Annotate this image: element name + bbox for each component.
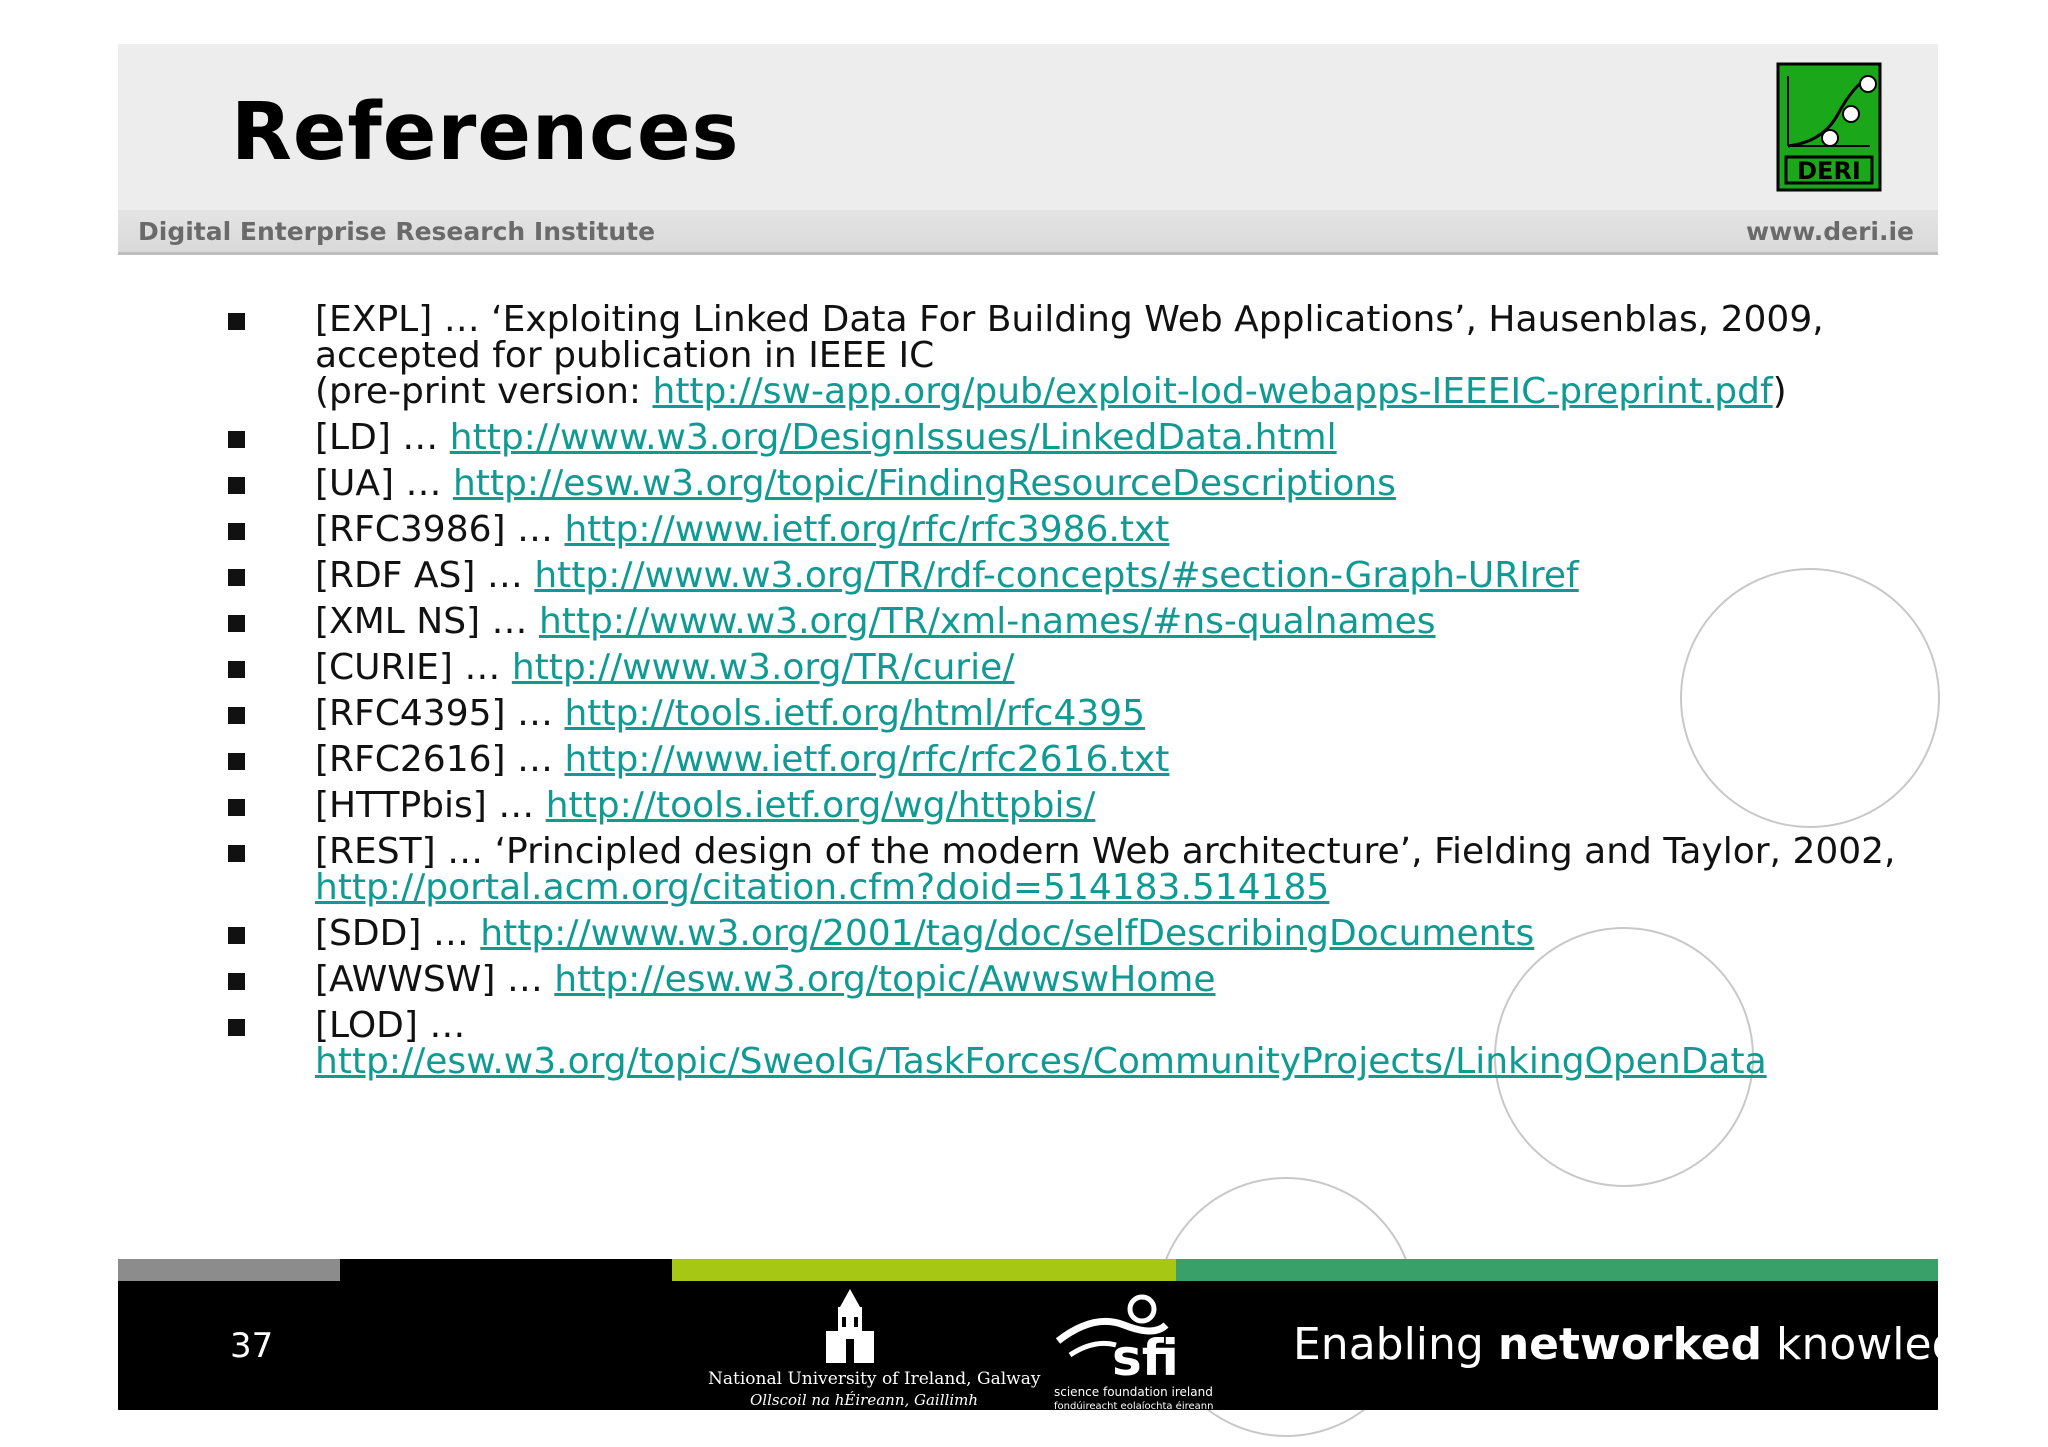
- square-bullet-icon: [228, 661, 245, 678]
- reference-item: [228, 959, 1928, 1000]
- reference-link[interactable]: http://www.w3.org/DesignIssues/LinkedData.html: [449, 417, 1337, 458]
- square-bullet-icon: [228, 1019, 245, 1036]
- reference-label: [XML NS] …: [315, 601, 539, 642]
- reference-item: [228, 785, 1928, 826]
- sfi-logo: [1054, 1291, 1224, 1410]
- square-bullet-icon: [228, 569, 245, 586]
- footer-stripe-lime: [672, 1259, 1176, 1281]
- reference-link[interactable]: http://www.ietf.org/rfc/rfc3986.txt: [564, 509, 1170, 550]
- sfi-logo-text: sfi: [1112, 1329, 1179, 1387]
- reference-item: [228, 913, 1928, 954]
- reference-item: [228, 831, 1928, 908]
- university-name-irish: Ollscoil na hÉireann, Gaillimh: [750, 1391, 979, 1409]
- square-bullet-icon: [228, 927, 245, 944]
- reference-item: [228, 555, 1928, 596]
- sfi-name-irish: fondúireacht eolaíochta éireann: [1054, 1401, 1214, 1412]
- university-crest-icon: [820, 1287, 880, 1369]
- tagline-bold: networked: [1497, 1319, 1763, 1370]
- reference-item: [228, 417, 1928, 458]
- square-bullet-icon: [228, 615, 245, 632]
- reference-link[interactable]: http://www.w3.org/TR/rdf-concepts/#section-Graph-URIref: [534, 555, 1579, 596]
- reference-label: [HTTPbis] …: [315, 785, 546, 826]
- reference-label: [RDF AS] …: [315, 555, 535, 596]
- institute-name: Digital Enterprise Research Institute: [138, 217, 656, 246]
- reference-item: [228, 1005, 1928, 1082]
- footer-stripe-gray: [118, 1259, 340, 1281]
- reference-link[interactable]: http://www.w3.org/2001/tag/doc/selfDescribingDocuments: [480, 913, 1535, 954]
- page-number: 37: [230, 1326, 274, 1366]
- reference-label: [AWWSW] …: [315, 959, 555, 1000]
- square-bullet-icon: [228, 523, 245, 540]
- slide-header: [118, 44, 1938, 210]
- deri-logo: [1778, 64, 1880, 190]
- reference-label: [REST] … ‘Principled design of the modern Web architecture’, Fielding and Taylor, 2002,: [315, 831, 1896, 872]
- tagline-start: Enabling: [1293, 1319, 1498, 1370]
- university-name: National University of Ireland, Galway: [708, 1369, 1041, 1389]
- sfi-swoosh-icon: [1054, 1291, 1224, 1387]
- reference-label: [RFC4395] …: [315, 693, 565, 734]
- reference-link[interactable]: http://esw.w3.org/topic/AwwswHome: [554, 959, 1216, 1000]
- sfi-name: science foundation ireland: [1054, 1385, 1213, 1399]
- reference-label: [EXPL] … ‘Exploiting Linked Data For Building Web Applications’, Hausenblas, 2009, accepted for publication in IEEE IC: [315, 299, 1824, 376]
- reference-link[interactable]: http://www.ietf.org/rfc/rfc2616.txt: [564, 739, 1170, 780]
- reference-link[interactable]: http://esw.w3.org/topic/FindingResourceDescriptions: [452, 463, 1396, 504]
- nui-galway-logo: [708, 1281, 1041, 1410]
- square-bullet-icon: [228, 431, 245, 448]
- institute-bar: [118, 210, 1938, 255]
- reference-item: [228, 299, 1928, 412]
- reference-label: [LD] …: [315, 417, 450, 458]
- slide-footer: [118, 1281, 2029, 1412]
- reference-item: [228, 509, 1928, 550]
- square-bullet-icon: [228, 753, 245, 770]
- reference-link[interactable]: http://sw-app.org/pub/exploit-lod-webapps-IEEEIC-preprint.pdf: [652, 371, 1773, 412]
- reference-link[interactable]: http://tools.ietf.org/html/rfc4395: [564, 693, 1146, 734]
- tagline: [1293, 1319, 2029, 1370]
- square-bullet-icon: [228, 477, 245, 494]
- reference-item: [228, 739, 1928, 780]
- tagline-end: knowledge.: [1762, 1319, 2029, 1370]
- reference-label: [CURIE] …: [315, 647, 512, 688]
- square-bullet-icon: [228, 973, 245, 990]
- reference-list: [228, 299, 1928, 1090]
- square-bullet-icon: [228, 707, 245, 724]
- square-bullet-icon: [228, 845, 245, 862]
- reference-item: [228, 463, 1928, 504]
- reference-label: [LOD] …: [315, 1005, 466, 1046]
- reference-item: [228, 647, 1928, 688]
- reference-closing: ): [1772, 371, 1787, 412]
- reference-label: [RFC2616] …: [315, 739, 565, 780]
- square-bullet-icon: [228, 313, 245, 330]
- reference-label: [RFC3986] …: [315, 509, 565, 550]
- reference-link[interactable]: http://tools.ietf.org/wg/httpbis/: [545, 785, 1096, 826]
- footer-stripe-green: [1176, 1259, 1938, 1281]
- reference-item: [228, 601, 1928, 642]
- slide: [118, 44, 2029, 1412]
- reference-item: [228, 693, 1928, 734]
- square-bullet-icon: [228, 799, 245, 816]
- reference-link[interactable]: http://esw.w3.org/topic/SweoIG/TaskForces/CommunityProjects/LinkingOpenData: [315, 1041, 1767, 1082]
- reference-label: [UA] …: [315, 463, 453, 504]
- page-title: References: [231, 86, 740, 178]
- footer-stripe-black: [340, 1259, 672, 1281]
- reference-link[interactable]: http://portal.acm.org/citation.cfm?doid=514183.514185: [315, 867, 1330, 908]
- reference-label: [SDD] …: [315, 913, 481, 954]
- reference-preprint-note: (pre-print version:: [315, 371, 653, 412]
- website-link[interactable]: www.deri.ie: [1746, 217, 1914, 246]
- reference-link[interactable]: http://www.w3.org/TR/curie/: [511, 647, 1015, 688]
- logo-text: DERI: [1797, 157, 1861, 185]
- reference-link[interactable]: http://www.w3.org/TR/xml-names/#ns-qualnames: [538, 601, 1436, 642]
